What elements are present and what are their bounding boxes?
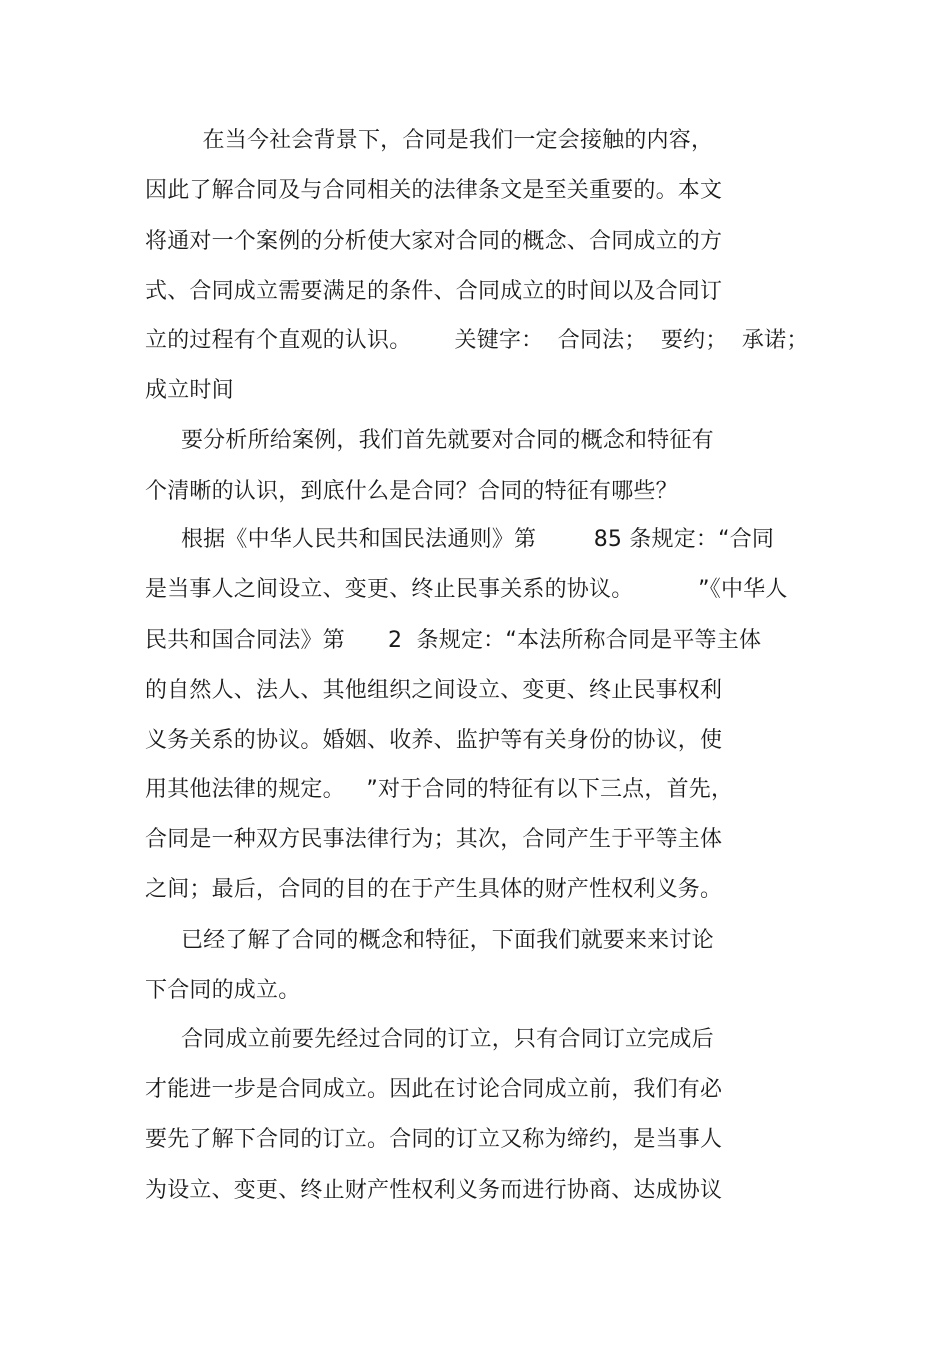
text-line: 下合同的成立。 [145, 978, 301, 1003]
text-line: 用其他法律的规定。 ”对于合同的特征有以下三点，首先， [145, 777, 734, 802]
text-line: 民共和国合同法》第 2 条规定：“本法所称合同是平等主体 [145, 628, 762, 653]
text-line: 式、合同成立需要满足的条件、合同成立的时间以及合同订 [145, 279, 723, 304]
text-line: 立的过程有个直观的认识。 关键字： 合同法； 要约； 承诺； [145, 328, 809, 353]
text-line: 因此了解合同及与合同相关的法律条文是至关重要的。本文 [145, 178, 723, 203]
text-line: 要分析所给案例，我们首先就要对合同的概念和特征有 [145, 428, 714, 453]
text-line: 个清晰的认识，到底什么是合同？合同的特征有哪些？ [145, 479, 678, 504]
text-line: 合同成立前要先经过合同的订立，只有合同订立完成后 [145, 1027, 714, 1052]
text-line: 要先了解下合同的订立。合同的订立又称为缔约，是当事人 [145, 1127, 723, 1152]
text-line: 为设立、变更、终止财产性权利义务而进行协商、达成协议 [145, 1178, 723, 1203]
text-line: 将通对一个案例的分析使大家对合同的概念、合同成立的方 [145, 229, 723, 254]
text-line: 是当事人之间设立、变更、终止民事关系的协议。 ”《中华人 [145, 577, 788, 602]
text-line: 义务关系的协议。婚姻、收养、监护等有关身份的协议，使 [145, 728, 723, 753]
text-line: 在当今社会背景下，合同是我们一定会接触的内容， [145, 128, 714, 153]
text-line: 的自然人、法人、其他组织之间设立、变更、终止民事权利 [145, 678, 723, 703]
text-line: 合同是一种双方民事法律行为；其次，合同产生于平等主体 [145, 827, 723, 852]
text-line: 已经了解了合同的概念和特征，下面我们就要来来讨论 [145, 928, 714, 953]
text-line: 成立时间 [145, 378, 234, 403]
text-line: 之间；最后，合同的目的在于产生具体的财产性权利义务。 [145, 877, 723, 902]
text-line: 根据《中华人民共和国民法通则》第 85 条规定：“合同 [145, 527, 775, 552]
text-line: 才能进一步是合同成立。因此在讨论合同成立前，我们有必 [145, 1077, 723, 1102]
